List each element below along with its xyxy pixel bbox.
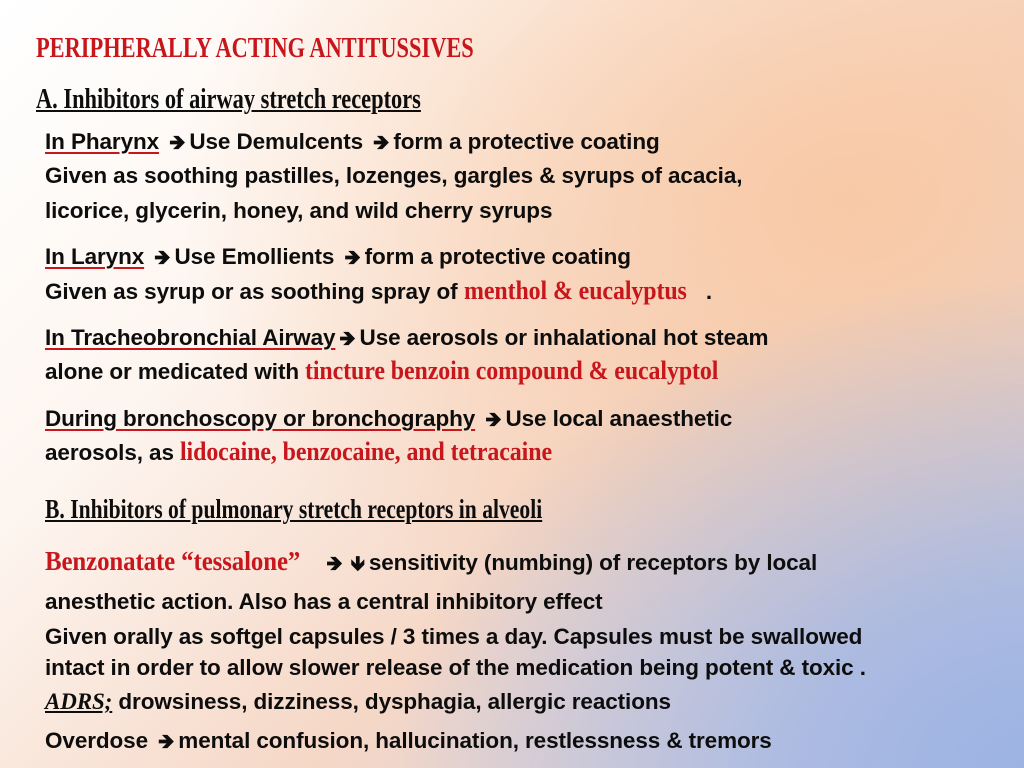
arrow-right-icon: 🡺 xyxy=(326,553,343,575)
pharynx-line-1 xyxy=(45,128,660,162)
larynx-period: . xyxy=(705,279,712,304)
section-b-heading-wrap xyxy=(45,494,667,525)
slide-title: PERIPHERALLY ACTING ANTITUSSIVES xyxy=(36,33,474,64)
broncho-label: During bronchoscopy or bronchography xyxy=(45,406,476,431)
tracheo-highlight: tincture benzoin compound & eucalyptol xyxy=(305,356,719,385)
broncho-line-2 xyxy=(45,437,584,467)
tracheo-line-2 xyxy=(45,356,754,386)
benzonatate-label: Benzonatate “tessalone” xyxy=(45,546,301,576)
larynx-label: In Larynx xyxy=(45,244,145,269)
larynx-line-1 xyxy=(45,243,631,277)
larynx-text-3: Given as syrup or as soothing spray of xyxy=(45,279,458,304)
overdose-line xyxy=(45,727,772,761)
tracheo-text-1: Use aerosols or inhalational hot steam xyxy=(359,325,769,350)
arrow-right-icon: 🡺 xyxy=(169,132,186,154)
slide-title-wrap xyxy=(36,33,583,65)
pharynx-line-2: Given as soothing pastilles, lozenges, gargles & syrups of acacia, xyxy=(45,163,743,188)
overdose-label: Overdose xyxy=(45,728,148,753)
larynx-text-1: Use Emollients xyxy=(174,244,335,269)
arrow-right-icon: 🡺 xyxy=(154,247,171,269)
tracheo-line-1 xyxy=(45,324,768,358)
broncho-text-2: aerosols, as xyxy=(45,440,174,465)
arrow-right-icon: 🡺 xyxy=(339,328,356,350)
section-a-heading-wrap xyxy=(36,84,517,116)
section-a-heading: A. Inhibitors of airway stretch receptors xyxy=(36,84,421,115)
pharynx-line-3: licorice, glycerin, honey, and wild cherry syrups xyxy=(45,198,553,223)
larynx-line-2 xyxy=(45,276,712,306)
arrow-right-icon: 🡺 xyxy=(373,132,390,154)
pharynx-text-2: form a protective coating xyxy=(393,129,660,154)
overdose-text: mental confusion, hallucination, restlessness & tremors xyxy=(178,728,772,753)
arrow-down-icon: 🡻 xyxy=(350,553,365,575)
broncho-text-1: Use local anaesthetic xyxy=(505,406,733,431)
tracheo-label: In Tracheobronchial Airway xyxy=(45,325,336,350)
tracheo-text-2: alone or medicated with xyxy=(45,359,300,384)
benzonatate-line-1 xyxy=(45,546,817,583)
arrow-right-icon: 🡺 xyxy=(158,731,175,753)
broncho-line-1 xyxy=(45,405,732,439)
section-b-heading: B. Inhibitors of pulmonary stretch receptors in alveoli xyxy=(45,494,543,524)
benzonatate-line-3: Given orally as softgel capsules / 3 times a day. Capsules must be swallowed xyxy=(45,624,863,649)
benzonatate-text-1: sensitivity (numbing) of receptors by local xyxy=(368,550,818,575)
arrow-right-icon: 🡺 xyxy=(485,409,502,431)
adrs-label: ADRS; xyxy=(45,689,113,714)
pharynx-text-1: Use Demulcents xyxy=(189,129,364,154)
pharynx-label: In Pharynx xyxy=(45,129,160,154)
arrow-right-icon: 🡺 xyxy=(344,247,361,269)
broncho-highlight: lidocaine, benzocaine, and tetracaine xyxy=(180,437,553,466)
benzonatate-line-2: anesthetic action. Also has a central inhibitory effect xyxy=(45,589,603,614)
adrs-line xyxy=(45,689,671,715)
benzonatate-line-4: intact in order to allow slower release of the medication being potent & toxic . xyxy=(45,655,866,680)
larynx-highlight: menthol & eucalyptus xyxy=(463,276,687,305)
larynx-text-2: form a protective coating xyxy=(364,244,631,269)
adrs-text: drowsiness, dizziness, dysphagia, allergic reactions xyxy=(118,689,671,714)
